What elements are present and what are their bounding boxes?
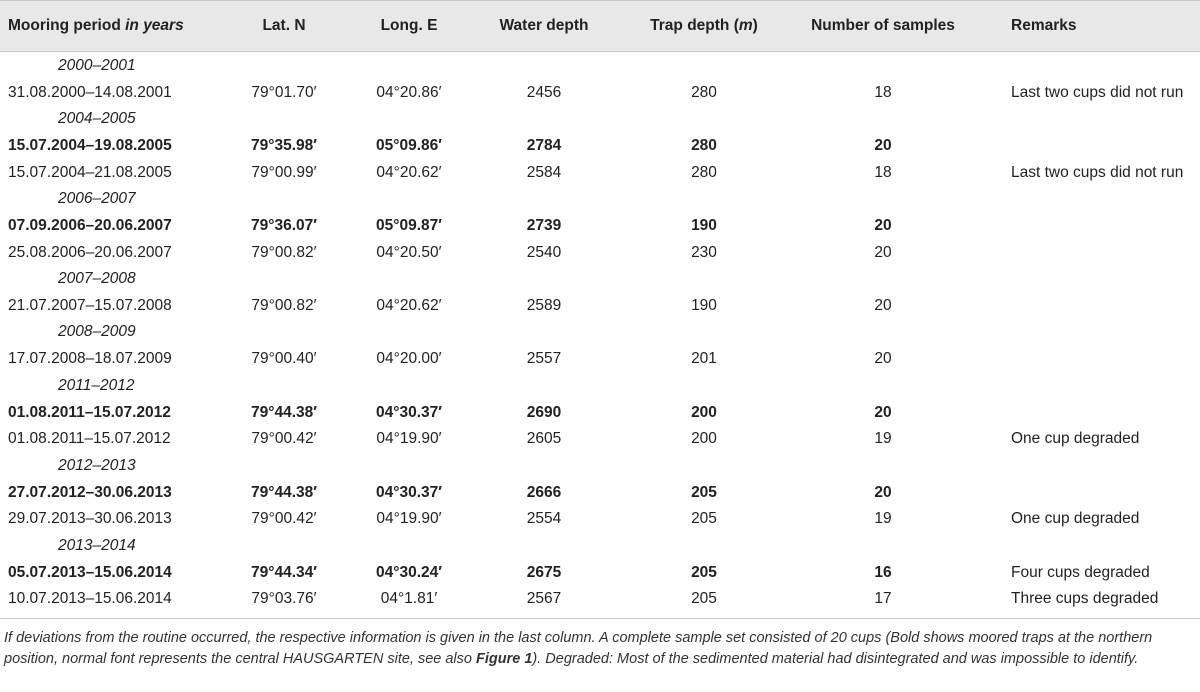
cell-water-depth: 2690 [526, 404, 562, 421]
cell-trap-depth: 205 [691, 510, 717, 527]
cell-water-depth: 2784 [526, 137, 562, 154]
cell-water-depth: 2554 [526, 510, 562, 527]
table-row [0, 586, 1200, 612]
cell-trap-depth: 205 [691, 484, 717, 501]
cell-samples: 18 [874, 84, 892, 101]
cell-long: 05°09.87′ [376, 217, 442, 234]
cell-long: 04°30.37′ [376, 484, 442, 501]
cell-lat: 79°00.42′ [251, 430, 317, 447]
header-remarks: Remarks [1011, 17, 1077, 34]
period-heading: 2012–2013 [58, 457, 136, 474]
cell-period: 10.07.2013–15.06.2014 [8, 590, 172, 607]
cell-period: 21.07.2007–15.07.2008 [8, 297, 172, 314]
cell-samples: 19 [874, 430, 892, 447]
cell-period: 27.07.2012–30.06.2013 [8, 484, 172, 501]
cell-long: 05°09.86′ [376, 137, 442, 154]
cell-remarks: Three cups degraded [1011, 590, 1159, 607]
cell-water-depth: 2675 [526, 564, 562, 581]
header-trap-depth: Trap depth (m) [650, 17, 758, 34]
cell-period: 17.07.2008–18.07.2009 [8, 350, 172, 367]
table-row [0, 480, 1200, 506]
cell-water-depth: 2666 [526, 484, 562, 501]
cell-long: 04°20.62′ [376, 164, 442, 181]
cell-trap-depth: 280 [691, 137, 717, 154]
figure-1-link[interactable]: Figure 1 [476, 651, 533, 667]
table-row [0, 506, 1200, 532]
cell-samples: 20 [874, 350, 892, 367]
cell-lat: 79°00.40′ [251, 350, 317, 367]
period-heading: 2000–2001 [58, 57, 136, 74]
cell-trap-depth: 200 [691, 430, 717, 447]
cell-trap-depth: 230 [691, 244, 717, 261]
cell-trap-depth: 190 [691, 297, 717, 314]
period-heading: 2013–2014 [58, 537, 136, 554]
cell-trap-depth: 205 [691, 590, 717, 607]
table-row [0, 293, 1200, 319]
cell-remarks: Four cups degraded [1011, 564, 1150, 581]
cell-period: 07.09.2006–20.06.2007 [8, 217, 172, 234]
cell-remarks: Last two cups did not run [1011, 164, 1184, 181]
cell-water-depth: 2540 [526, 244, 562, 261]
cell-samples: 20 [874, 484, 892, 501]
cell-samples: 20 [874, 217, 892, 234]
cell-period: 15.07.2004–19.08.2005 [8, 137, 172, 154]
header-water-depth: Water depth [499, 17, 589, 34]
period-heading: 2011–2012 [58, 377, 135, 394]
cell-samples: 20 [874, 244, 892, 261]
table-row [0, 346, 1200, 372]
cell-period: 15.07.2004–21.08.2005 [8, 164, 172, 181]
cell-water-depth: 2605 [526, 430, 562, 447]
cell-water-depth: 2584 [526, 164, 562, 181]
cell-period: 25.08.2006–20.06.2007 [8, 244, 172, 261]
header-long: Long. E [380, 17, 438, 34]
cell-remarks: Last two cups did not run [1011, 84, 1184, 101]
cell-long: 04°20.00′ [376, 350, 442, 367]
cell-lat: 79°00.82′ [251, 244, 317, 261]
cell-long: 04°30.37′ [376, 404, 442, 421]
cell-period: 01.08.2011–15.07.2012 [8, 430, 171, 447]
cell-water-depth: 2589 [526, 297, 562, 314]
cell-long: 04°1.81′ [380, 590, 438, 607]
cell-water-depth: 2557 [526, 350, 562, 367]
period-heading: 2004–2005 [58, 110, 136, 127]
cell-long: 04°30.24′ [376, 564, 442, 581]
cell-samples: 17 [874, 590, 892, 607]
cell-long: 04°19.90′ [376, 510, 442, 527]
cell-lat: 79°36.07′ [251, 217, 317, 234]
period-heading: 2008–2009 [58, 323, 136, 340]
table-row [0, 426, 1200, 452]
table-row [0, 133, 1200, 159]
cell-samples: 16 [874, 564, 892, 581]
cell-lat: 79°00.82′ [251, 297, 317, 314]
cell-lat: 79°44.34′ [251, 564, 317, 581]
cell-period: 31.08.2000–14.08.2001 [8, 84, 172, 101]
table-bottom-rule [0, 618, 1200, 619]
table-row [0, 213, 1200, 239]
table-header [0, 0, 1200, 52]
table-row [0, 240, 1200, 266]
cell-long: 04°20.62′ [376, 297, 442, 314]
cell-long: 04°20.86′ [376, 84, 442, 101]
cell-lat: 79°03.76′ [251, 590, 317, 607]
cell-period: 05.07.2013–15.06.2014 [8, 564, 172, 581]
cell-period: 01.08.2011–15.07.2012 [8, 404, 171, 421]
period-heading: 2007–2008 [58, 270, 136, 287]
cell-lat: 79°01.70′ [251, 84, 317, 101]
cell-trap-depth: 190 [691, 217, 717, 234]
cell-samples: 20 [874, 297, 892, 314]
cell-long: 04°20.50′ [376, 244, 442, 261]
cell-samples: 20 [874, 137, 892, 154]
table-row [0, 160, 1200, 186]
cell-samples: 20 [874, 404, 892, 421]
cell-water-depth: 2456 [526, 84, 562, 101]
cell-lat: 79°00.42′ [251, 510, 317, 527]
cell-lat: 79°00.99′ [251, 164, 317, 181]
table-footnote: If deviations from the routine occurred, the respective information is given in the last column. A complete sample set consisted of 20 cups (Bold shows moored traps at the northern position, normal font represents the central HAUSGARTEN site, see also Figure 1). Degraded: Most of the sedimented material had disintegrated and was impossible to identify. [4, 630, 1153, 667]
cell-trap-depth: 200 [691, 404, 717, 421]
cell-water-depth: 2739 [526, 217, 562, 234]
cell-period: 29.07.2013–30.06.2013 [8, 510, 172, 527]
header-number-of-samples: Number of samples [811, 17, 955, 34]
header-lat: Lat. N [262, 17, 306, 34]
header-mooring-period: Mooring period in years [8, 17, 184, 34]
cell-trap-depth: 280 [691, 84, 717, 101]
cell-trap-depth: 280 [691, 164, 717, 181]
cell-lat: 79°44.38′ [251, 484, 317, 501]
cell-samples: 19 [874, 510, 892, 527]
cell-long: 04°19.90′ [376, 430, 442, 447]
cell-remarks: One cup degraded [1011, 430, 1140, 447]
period-heading: 2006–2007 [58, 190, 136, 207]
table-row [0, 400, 1200, 426]
cell-lat: 79°35.98′ [251, 137, 317, 154]
cell-samples: 18 [874, 164, 892, 181]
table-row [0, 560, 1200, 586]
cell-trap-depth: 205 [691, 564, 717, 581]
cell-trap-depth: 201 [691, 350, 717, 367]
table-row [0, 80, 1200, 106]
cell-lat: 79°44.38′ [251, 404, 317, 421]
cell-water-depth: 2567 [526, 590, 562, 607]
cell-remarks: One cup degraded [1011, 510, 1140, 527]
